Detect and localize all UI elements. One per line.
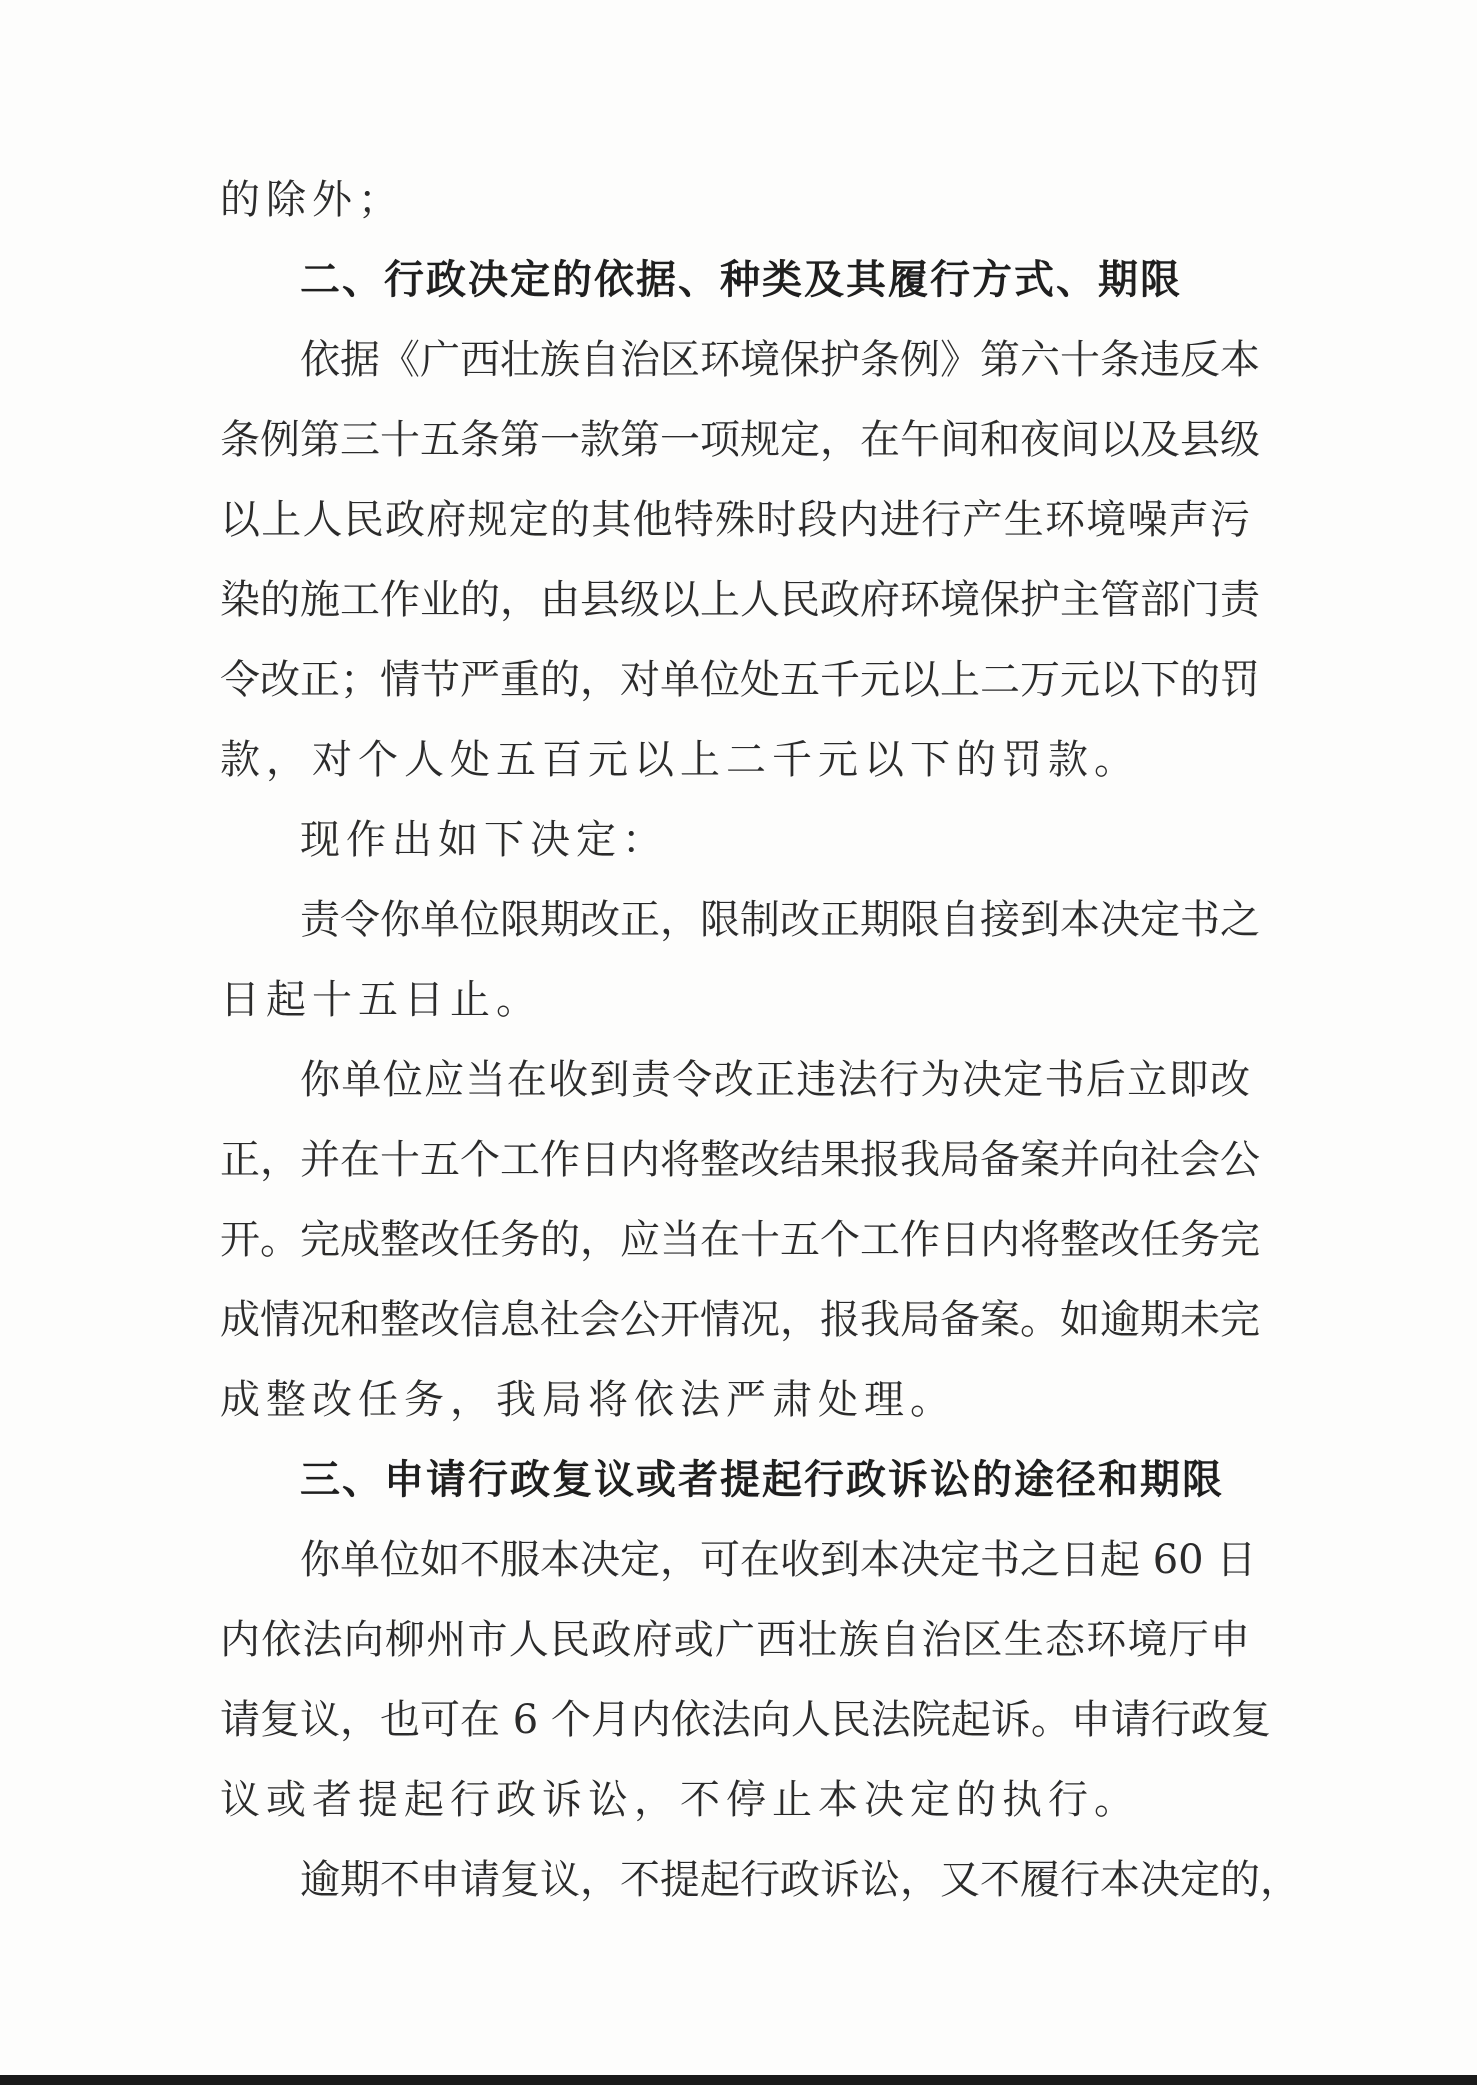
text-line: 日起十五日止。 [220, 977, 542, 1023]
text-line: 成情况和整改信息社会公开情况，报我局备案。如逾期未完 [220, 1297, 1260, 1343]
text-line: 请复议，也可在 6 个月内依法向人民法院起诉。申请行政复 [220, 1697, 1271, 1743]
text-line: 逾期不申请复议，不提起行政诉讼，又不履行本决定的， [300, 1857, 1300, 1903]
scan-bottom-edge [0, 2075, 1477, 2085]
text-line: 内依法向柳州市人民政府或广西壮族自治区生态环境厅申 [220, 1617, 1250, 1663]
section-heading: 二、行政决定的依据、种类及其履行方式、期限 [300, 257, 1182, 303]
text-line: 正，并在十五个工作日内将整改结果报我局备案并向社会公 [220, 1137, 1260, 1183]
text-line: 成整改任务，我局将依法严肃处理。 [220, 1377, 956, 1423]
text-line: 令改正；情节严重的，对单位处五千元以上二万元以下的罚 [220, 657, 1260, 703]
text-line: 的除外； [220, 177, 404, 223]
text-line: 依据《广西壮族自治区环境保护条例》第六十条违反本 [300, 337, 1260, 383]
text-line: 以上人民政府规定的其他特殊时段内进行产生环境噪声污 [220, 497, 1250, 543]
text-line: 议或者提起行政诉讼，不停止本决定的执行。 [220, 1777, 1140, 1823]
text-line: 款，对个人处五百元以上二千元以下的罚款。 [220, 737, 1140, 783]
text-line: 责令你单位限期改正，限制改正期限自接到本决定书之 [300, 897, 1260, 943]
document-body [220, 160, 1300, 1920]
text-line: 现作出如下决定： [300, 817, 668, 863]
text-line: 你单位如不服本决定，可在收到本决定书之日起 60 日 [300, 1537, 1257, 1583]
text-line: 开。完成整改任务的，应当在十五个工作日内将整改任务完 [220, 1217, 1260, 1263]
text-line: 染的施工作业的，由县级以上人民政府环境保护主管部门责 [220, 577, 1260, 623]
text-line: 条例第三十五条第一款第一项规定，在午间和夜间以及县级 [220, 417, 1260, 463]
text-line: 你单位应当在收到责令改正违法行为决定书后立即改 [300, 1057, 1250, 1103]
section-heading: 三、申请行政复议或者提起行政诉讼的途径和期限 [300, 1457, 1224, 1503]
